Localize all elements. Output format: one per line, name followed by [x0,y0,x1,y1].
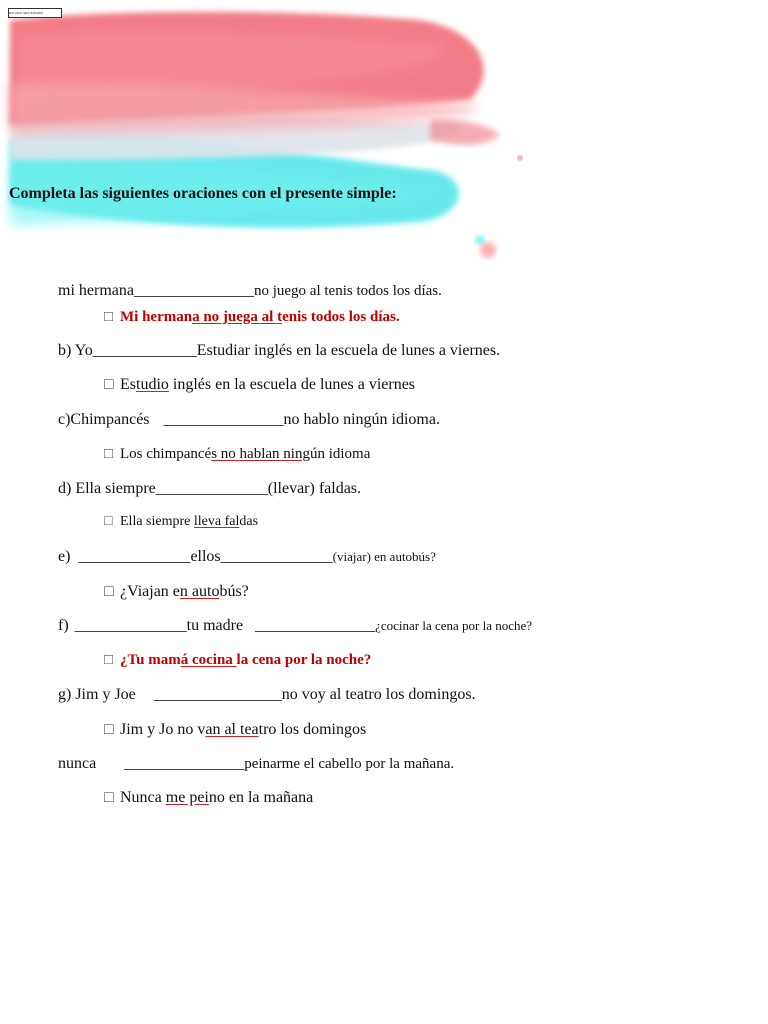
question-2-blank: _____________ [92,342,197,359]
answer-8-part-b: me pei [165,789,209,806]
question-2 [58,342,500,360]
answer-4-part-c: das [239,514,259,529]
answer-1-part-b: a no juega al t [192,309,283,325]
answer-check-icon: □ [104,309,114,325]
question-7-blank: ________________ [153,686,282,703]
answer-3-part-c: ún idioma [309,446,371,462]
answer-5 [104,583,249,601]
question-5-blank-2: ______________ [220,548,333,565]
answer-6 [104,652,371,669]
answer-check-icon: □ [104,789,114,806]
answer-6-part-b: á cocina [180,652,237,668]
answer-5-part-c: bús? [219,583,249,600]
question-3-rest: no hablo ningún idioma. [283,411,440,428]
answer-1 [104,309,400,326]
question-4 [58,480,361,498]
question-8-rest: peinarme el cabello por la mañana. [244,756,455,772]
header-label: ESTUDIO SECUNDARIO [8,8,62,18]
answer-7-part-a: Jim y Jo no v [120,721,206,738]
question-5 [58,548,436,566]
answer-3 [104,446,370,463]
answer-2 [104,376,415,394]
question-8-subject: nunca [58,755,97,772]
answer-check-icon: □ [104,583,114,600]
answer-check-icon: □ [104,721,114,738]
question-8 [58,755,454,773]
question-6-blank-1: ______________ [74,617,187,634]
question-2-subject: b) Yo [58,342,93,359]
question-4-subject: d) Ella siempr [58,480,149,497]
question-5-rest: (viajar) en autobús? [332,549,436,564]
answer-6-part-c: la cen [236,652,274,668]
answer-1-part-c: enis todos los días. [282,309,400,325]
question-7-rest: no voy al teatro los domingos. [281,686,476,703]
question-6 [58,617,532,635]
answer-1-part-a: Mi herman [120,309,193,325]
question-6-rest: ¿cocinar la cena por la noche? [375,618,533,633]
question-6-blank-2: _______________ [255,617,376,634]
answer-7-part-b: an al tea [205,721,259,738]
answer-2-part-c: inglés en la escuela de lunes a viernes [168,376,416,393]
question-4-blank: e______________ [148,480,268,497]
answer-8-part-c: no en la mañana [208,789,314,806]
question-7 [58,686,476,704]
answer-4-part-b: lleva fal [193,514,240,529]
question-8-blank: _______________ [124,755,245,772]
answer-4-part-a: Ella siempre [120,514,194,529]
instruction-heading: Completa las siguientes oraciones con el presente simple: [9,185,397,202]
answer-check-icon: □ [104,376,114,393]
question-5-subject: ellos [190,548,221,565]
question-6-subject: tu madre [186,617,244,634]
answer-check-icon: □ [104,446,114,462]
question-1-rest: no juego al tenis todos los días. [253,283,442,299]
answer-2-part-b: tudio [136,376,169,393]
brush-stroke-background [0,0,768,290]
question-5-label: e) [58,548,71,565]
answer-check-icon: □ [104,514,113,529]
question-7-subject: g) Jim y Joe [58,686,136,703]
question-2-rest: Estudiar inglés en la escuela de lunes a viernes. [196,342,501,359]
answer-8-part-a: Nunca [120,789,166,806]
question-1 [58,282,442,300]
question-1-blank: _______________ [133,282,254,299]
answer-8 [104,789,313,807]
question-1-subject: mi hermana [58,282,134,299]
answer-5-part-b: n auto [179,583,220,600]
answer-5-part-a: ¿Viajan e [120,583,180,600]
answer-check-icon: □ [104,652,114,668]
question-3-subject: c)Chimpancés [58,411,150,428]
answer-3-part-b: s no hablan ning [211,446,310,462]
question-6-label: f) [58,617,69,634]
question-4-rest: (llevar) faldas. [267,480,362,497]
answer-6-part-d: a por la noche? [273,652,372,668]
answer-6-part-a: ¿Tu mam [120,652,181,668]
question-3-blank: _______________ [163,411,284,428]
answer-7-part-c: tro los domingos [258,721,367,738]
question-3 [58,411,440,429]
answer-3-part-a: Los chimpancé [120,446,212,462]
answer-7 [104,721,366,739]
answer-2-part-a: Es [120,376,136,393]
question-5-blank-1: ______________ [78,548,191,565]
answer-4 [104,514,258,530]
